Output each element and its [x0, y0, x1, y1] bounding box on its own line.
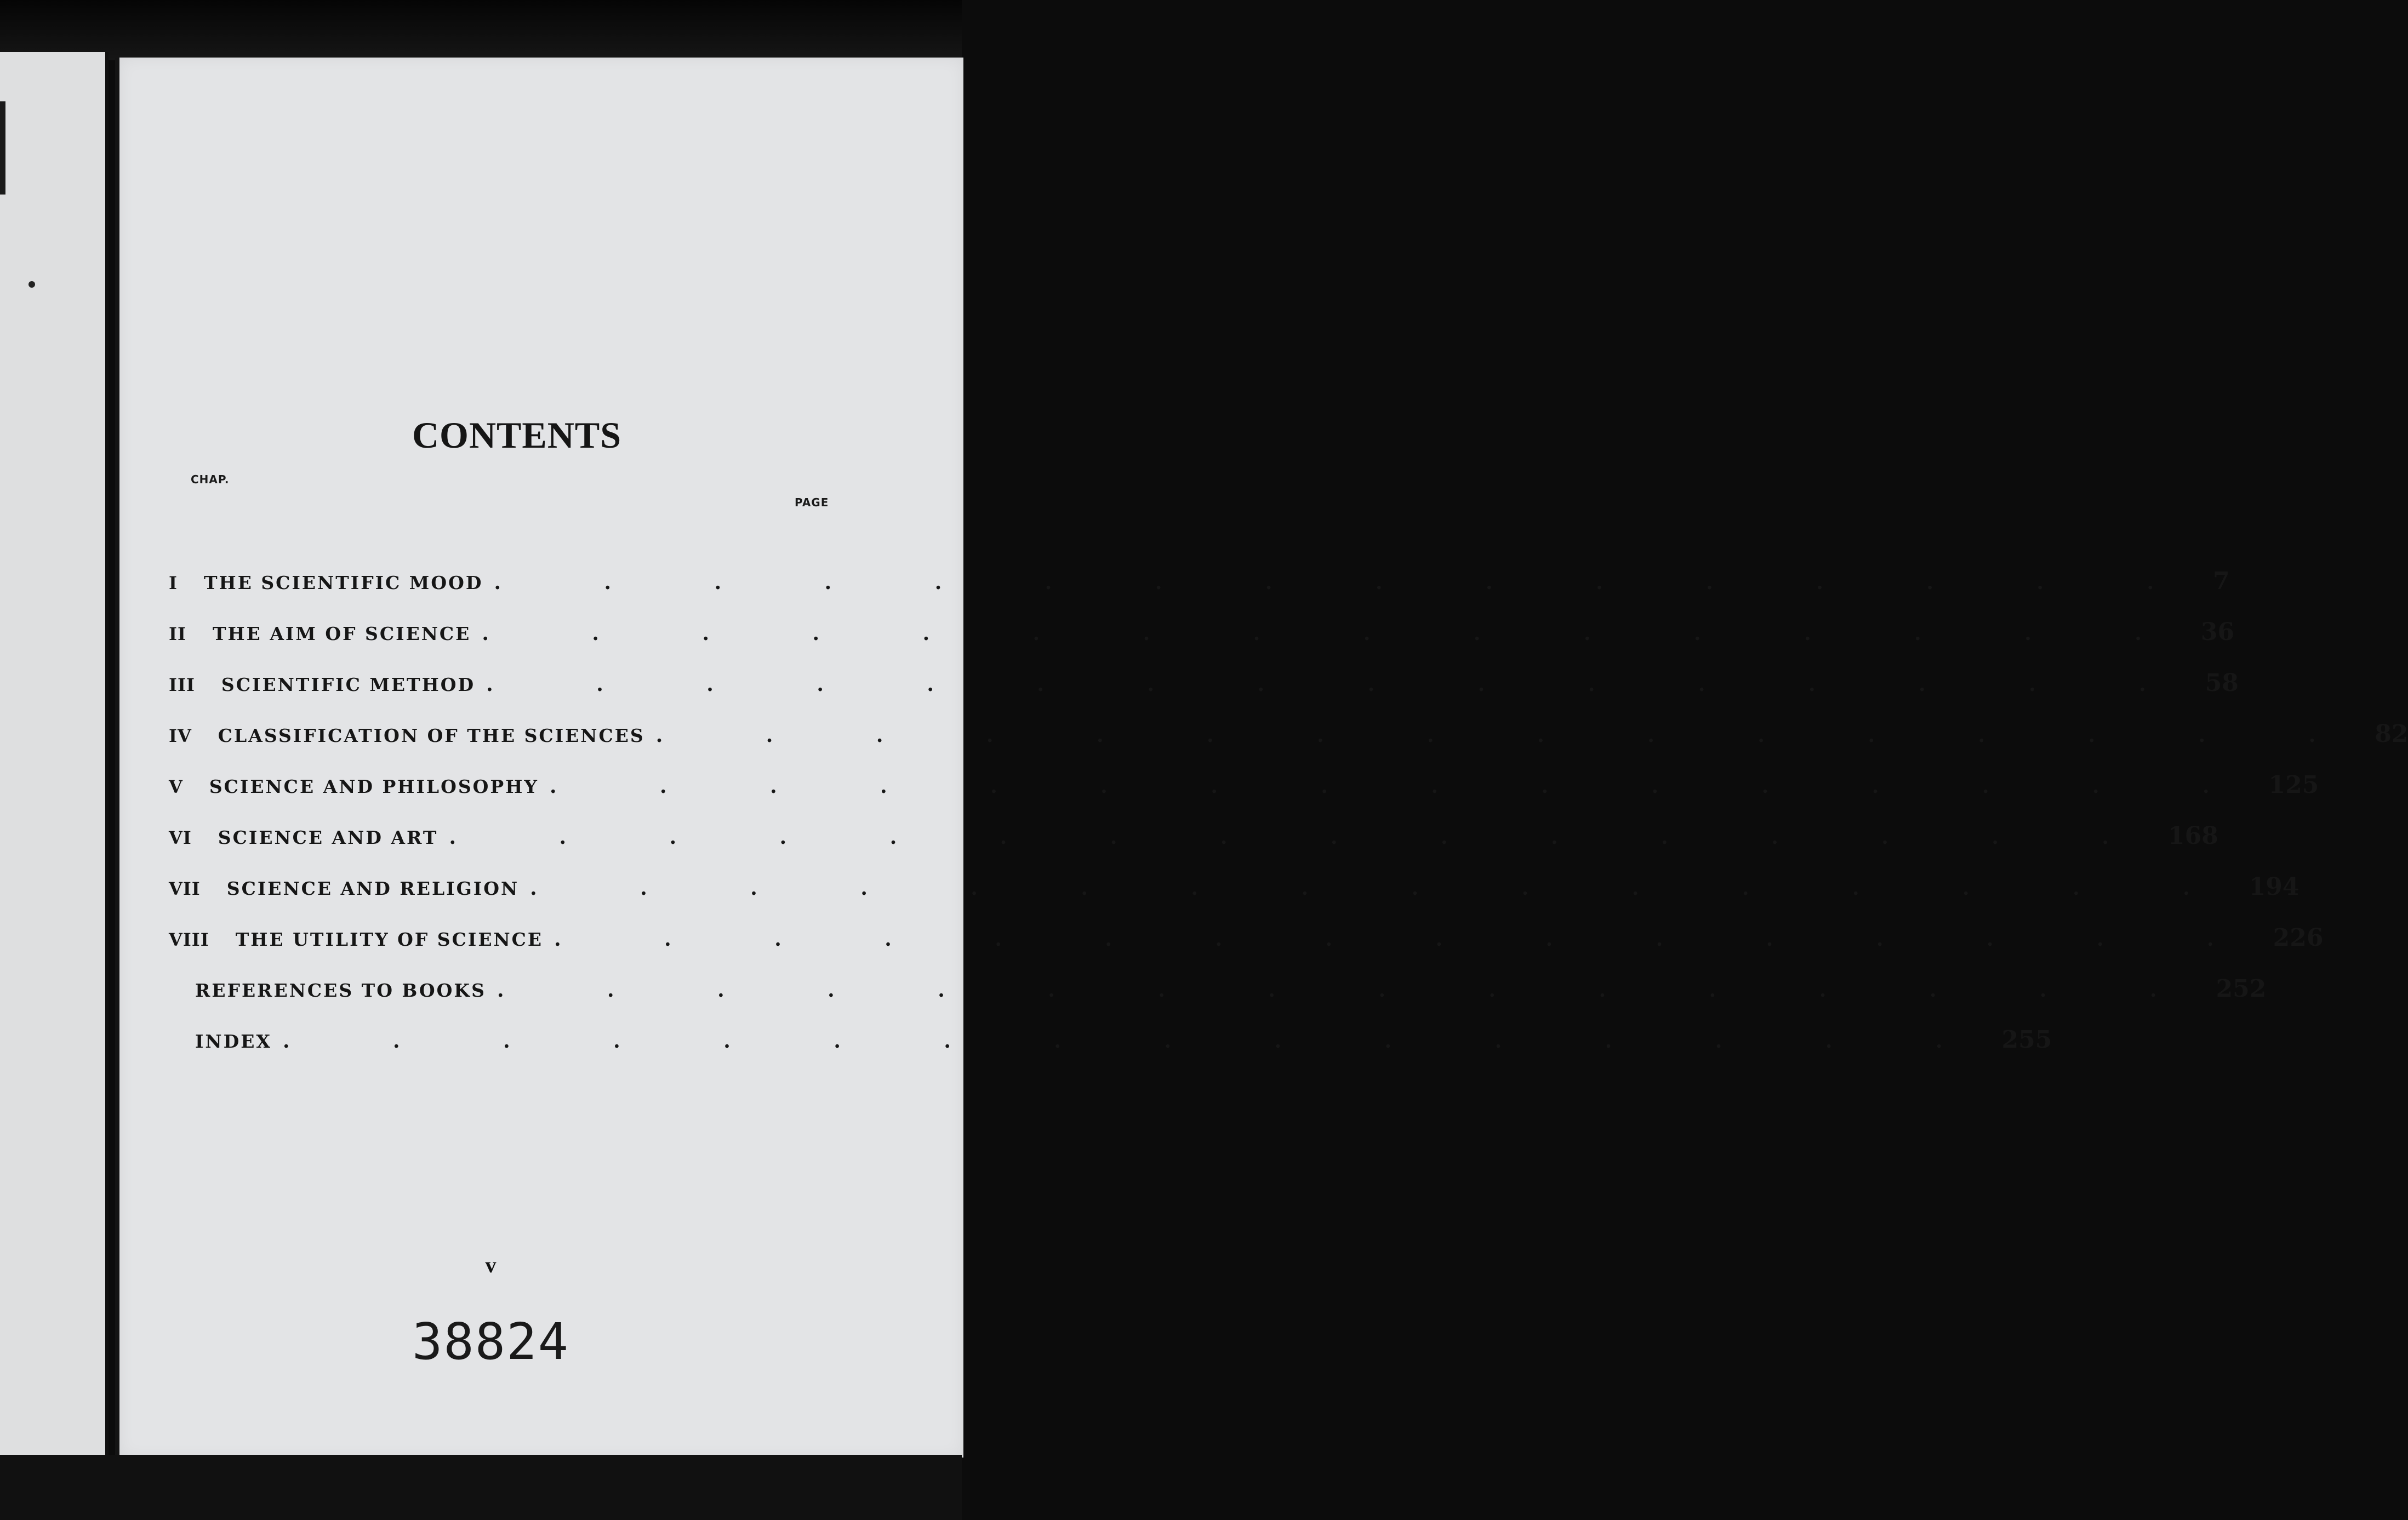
page-number: 36 — [2200, 618, 2235, 646]
chapter-title: REFERENCES TO BOOKS — [195, 980, 486, 1001]
toc-entry — [169, 924, 2324, 957]
library-stamp-number: 38824 — [412, 1312, 569, 1371]
chapter-number: VII — [169, 878, 201, 899]
chapter-title: SCIENCE AND ART — [218, 827, 438, 848]
page-speck — [28, 281, 35, 288]
chapter-number: VIII — [169, 929, 209, 950]
facing-page-edge — [0, 52, 109, 1455]
page-number: 125 — [2268, 771, 2319, 799]
dot-leader: . . . . . . . . . . . . . . . . — [486, 673, 2194, 696]
chapter-title: THE UTILITY OF SCIENCE — [235, 929, 544, 950]
dot-leader: . . . . . . . . . . . . . . . . — [482, 622, 2190, 645]
chapter-number: III — [169, 675, 195, 695]
page-number: 168 — [2167, 822, 2218, 850]
page-number: 255 — [2001, 1026, 2052, 1054]
page-number: 58 — [2205, 669, 2239, 697]
page-number: 7 — [2212, 567, 2230, 595]
chapter-title: THE SCIENTIFIC MOOD — [203, 572, 483, 593]
toc-entry — [169, 873, 2299, 906]
dot-leader: . . . . . . . . . . . . . . . . — [497, 979, 2205, 1002]
dot-leader: . . . . . . . . . . . . . . . . — [655, 724, 2364, 747]
scan-bottom-border — [0, 1455, 962, 1520]
chapter-number: VI — [169, 827, 192, 848]
dot-leader: . . . . . . . . . . . . . . . . — [549, 775, 2258, 798]
chapter-title: SCIENTIFIC METHOD — [221, 674, 476, 695]
toc-entry — [169, 1026, 2052, 1059]
page-edge-mark — [0, 101, 5, 195]
page-column-label: PAGE — [795, 496, 829, 509]
toc-entry — [169, 822, 2218, 855]
toc-entry — [169, 975, 2267, 1008]
toc-entry — [169, 771, 2319, 804]
toc-entry — [169, 567, 2230, 600]
toc-entry — [169, 720, 2408, 753]
chapter-title: INDEX — [195, 1031, 272, 1052]
page-title: CONTENTS — [412, 414, 622, 456]
dot-leader: . . . . . . . . . . . . . . . . — [449, 826, 2157, 849]
dot-leader: . . . . . . . . . . . . . . . . — [282, 1030, 1991, 1053]
page-number: 226 — [2273, 924, 2324, 952]
dot-leader: . . . . . . . . . . . . . . . . — [494, 571, 2202, 594]
folio-number: v — [485, 1253, 497, 1277]
page-number: 82 — [2375, 720, 2408, 748]
chapter-number: IV — [169, 725, 192, 746]
toc-entry — [169, 618, 2235, 651]
page-number: 194 — [2249, 873, 2299, 901]
toc-entry — [169, 669, 2239, 702]
chapter-title: SCIENCE AND PHILOSOPHY — [209, 776, 539, 797]
page-number: 252 — [2216, 975, 2267, 1003]
chapter-column-label: CHAP. — [191, 473, 230, 486]
dot-leader: . . . . . . . . . . . . . . . . — [554, 928, 2262, 951]
contents-page — [115, 58, 2408, 1458]
chapter-title: SCIENCE AND RELIGION — [226, 878, 520, 899]
chapter-title: CLASSIFICATION OF THE SCIENCES — [218, 725, 645, 746]
scan-top-border — [0, 0, 962, 60]
chapter-number: V — [169, 776, 183, 797]
chapter-number: II — [169, 624, 186, 644]
chapter-title: THE AIM OF SCIENCE — [212, 623, 471, 644]
dot-leader: . . . . . . . . . . . . . . . . — [530, 877, 2238, 900]
chapter-number: I — [169, 573, 178, 593]
